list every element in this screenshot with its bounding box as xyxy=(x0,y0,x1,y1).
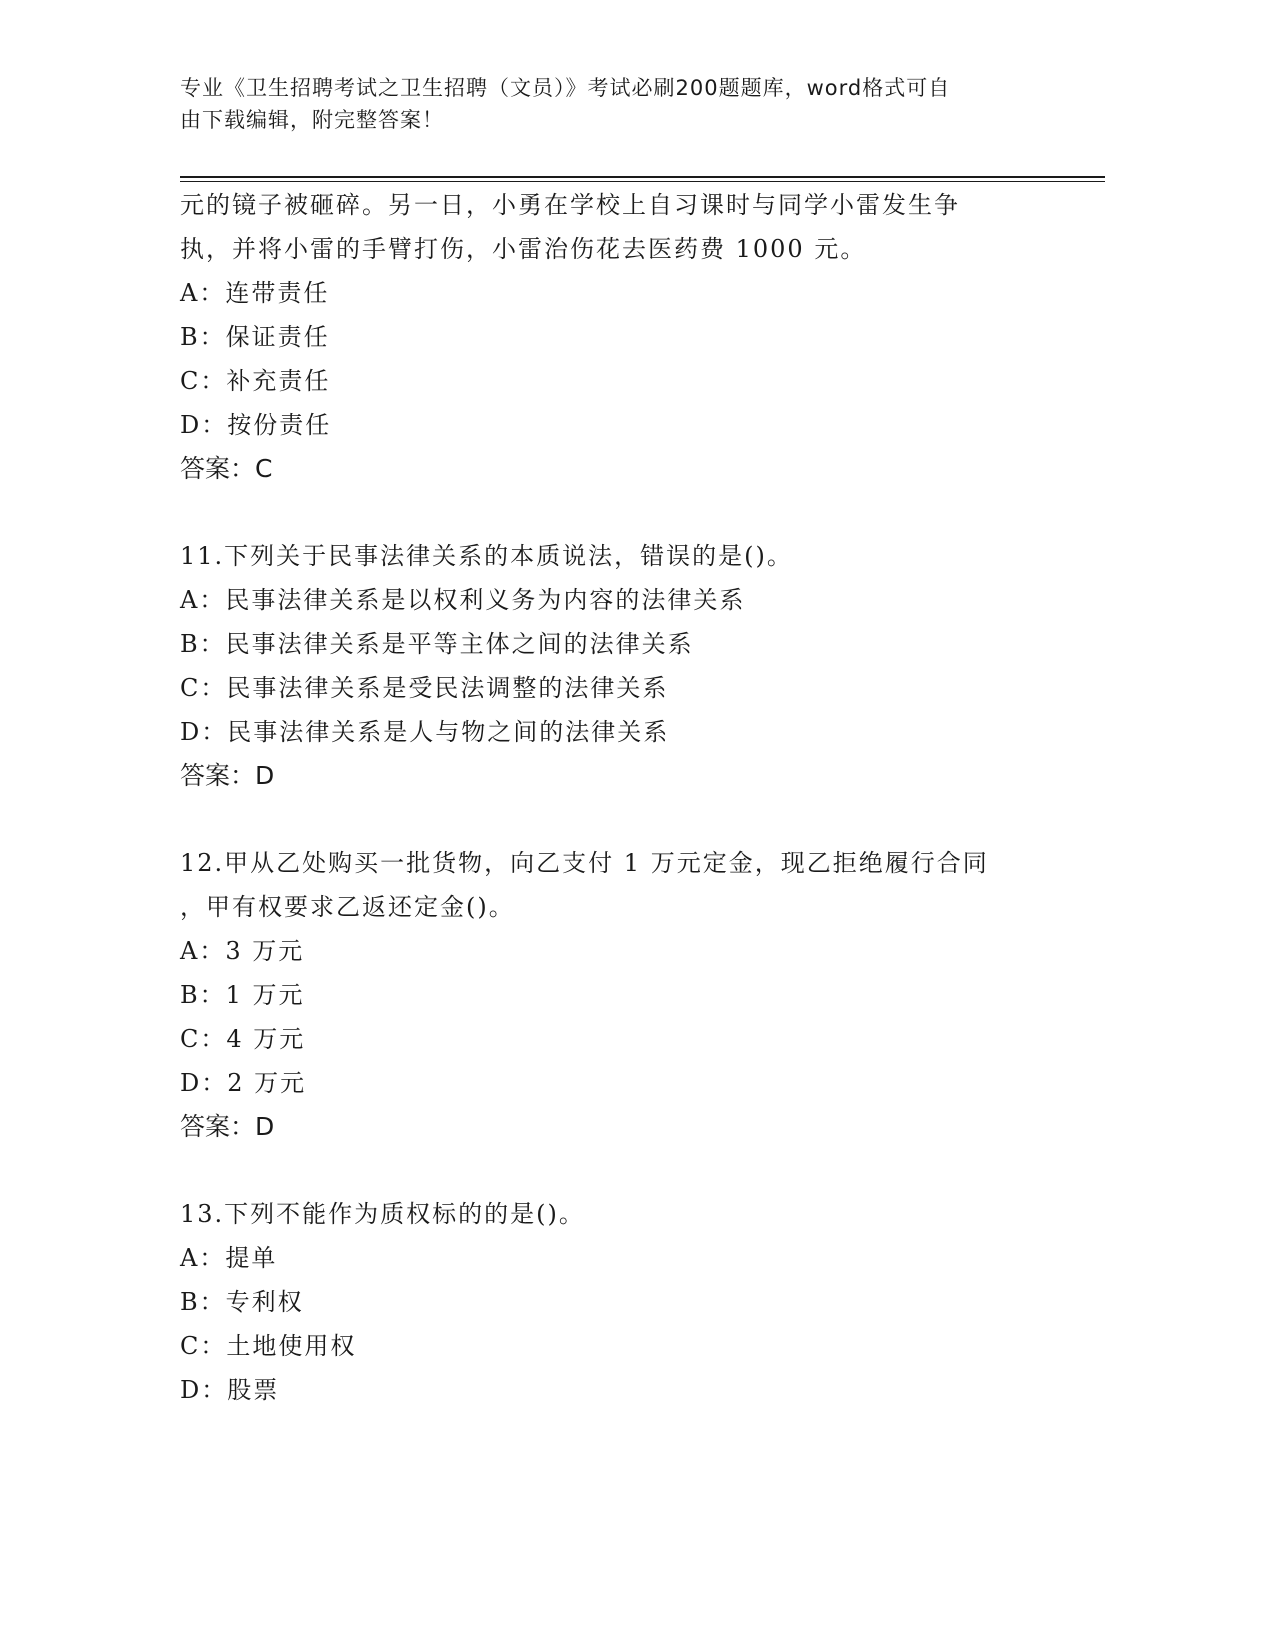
option-b: B：民事法律关系是平等主体之间的法律关系 xyxy=(180,630,694,658)
answer-line: 答案：C xyxy=(180,454,273,483)
option-c: C：补充责任 xyxy=(180,367,331,395)
option-a: A：连带责任 xyxy=(180,279,330,307)
option-b: B：保证责任 xyxy=(180,323,330,351)
spacer xyxy=(180,798,1060,841)
answer-line: 答案：D xyxy=(180,1112,275,1141)
option-a: A：3 万元 xyxy=(180,937,305,965)
header-line-2: 由下载编辑，附完整答案！ xyxy=(180,108,444,132)
spacer xyxy=(180,491,1060,534)
question-11 xyxy=(180,534,1060,798)
option-d: D：股票 xyxy=(180,1376,280,1404)
option-d: D：按份责任 xyxy=(180,411,332,439)
answer-line: 答案：D xyxy=(180,761,275,790)
header-divider-thin xyxy=(180,181,1105,182)
option-c: C：土地使用权 xyxy=(180,1332,357,1360)
question-13 xyxy=(180,1192,1060,1412)
question-text-line: ，甲有权要求乙返还定金()。 xyxy=(180,893,515,921)
option-b: B：专利权 xyxy=(180,1288,304,1316)
document-header xyxy=(180,72,1060,136)
question-text-line: 执，并将小雷的手臂打伤，小雷治伤花去医药费 1000 元。 xyxy=(180,235,867,263)
option-a: A：提单 xyxy=(180,1244,278,1272)
option-d: D：民事法律关系是人与物之间的法律关系 xyxy=(180,718,670,746)
question-text-line: 11.下列关于民事法律关系的本质说法，错误的是()。 xyxy=(180,542,793,570)
header-line-1: 专业《卫生招聘考试之卫生招聘（文员）》考试必刷200题题库，word格式可自 xyxy=(180,76,951,100)
question-text-line: 12.甲从乙处购买一批货物，向乙支付 1 万元定金，现乙拒绝履行合同 xyxy=(180,849,989,877)
question-12 xyxy=(180,841,1060,1149)
question-text-line: 13.下列不能作为质权标的的是()。 xyxy=(180,1200,585,1228)
option-d: D：2 万元 xyxy=(180,1069,307,1097)
question-text-line: 元的镜子被砸碎。另一日，小勇在学校上自习课时与同学小雷发生争 xyxy=(180,191,960,219)
option-a: A：民事法律关系是以权利义务为内容的法律关系 xyxy=(180,586,746,614)
header-divider-thick xyxy=(180,176,1105,178)
option-b: B：1 万元 xyxy=(180,981,305,1009)
option-c: C：民事法律关系是受民法调整的法律关系 xyxy=(180,674,669,702)
spacer xyxy=(180,1149,1060,1192)
question-list xyxy=(180,183,1060,1412)
option-c: C：4 万元 xyxy=(180,1025,306,1053)
question-continued xyxy=(180,183,1060,491)
